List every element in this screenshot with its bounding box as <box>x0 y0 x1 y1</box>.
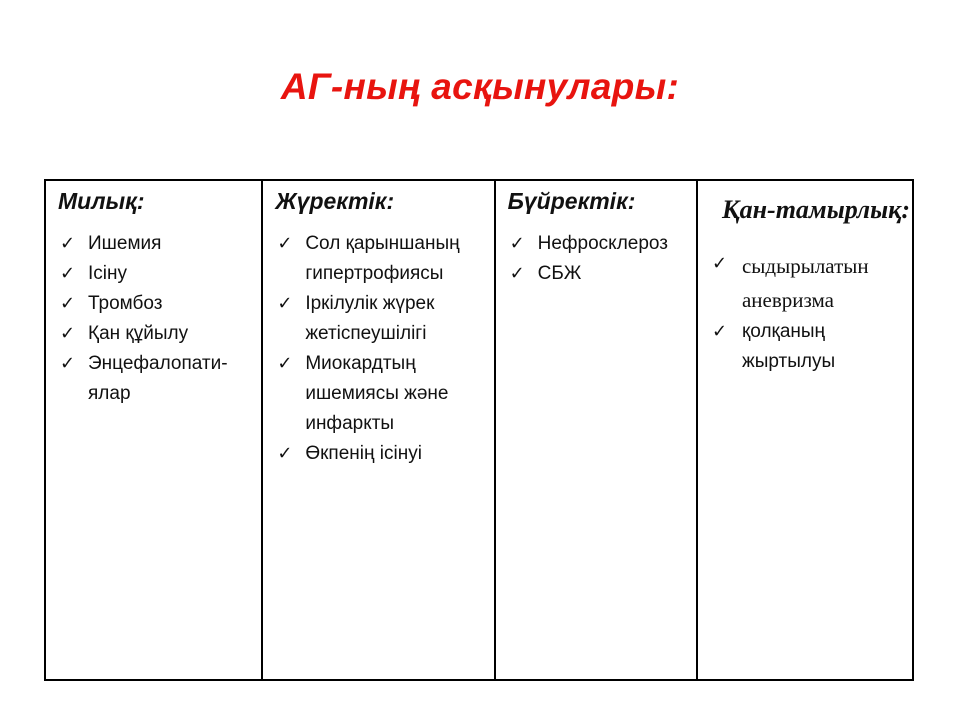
column-cerebral <box>46 181 263 679</box>
item-text: Ісіну <box>88 263 127 284</box>
column-renal <box>496 181 698 679</box>
list-item <box>54 229 261 259</box>
check-icon: ✓ <box>60 233 76 254</box>
slide-title: АГ-ның асқынулары: <box>280 66 680 107</box>
list-item <box>271 439 493 469</box>
complications-table <box>44 179 914 681</box>
item-text: Өкпенің ісінуі <box>305 443 422 464</box>
list-item <box>54 259 261 289</box>
list-item <box>706 249 912 317</box>
list-item <box>54 349 261 409</box>
check-icon: ✓ <box>277 233 293 254</box>
column-header: Қан-тамырлық: <box>721 195 911 224</box>
item-text: СБЖ <box>537 263 582 284</box>
item-text: Іркілулік жүрек жетіспеушілігі <box>305 293 435 344</box>
check-icon: ✓ <box>60 263 76 284</box>
item-text: сыдырылатын аневризма <box>741 254 869 312</box>
check-icon: ✓ <box>60 353 76 374</box>
check-icon: ✓ <box>60 323 76 344</box>
item-text: қолқаның жыртылуы <box>741 321 836 372</box>
list-item <box>504 259 696 289</box>
check-icon: ✓ <box>277 353 293 374</box>
column-header: Милық: <box>58 188 145 214</box>
check-icon: ✓ <box>509 263 525 284</box>
column-header: Бүйректік: <box>507 188 636 214</box>
check-icon: ✓ <box>711 321 728 342</box>
column-header: Жүректік: <box>275 188 395 214</box>
list-item <box>271 349 493 439</box>
item-text: Тромбоз <box>88 293 163 314</box>
item-text: Миокардтың ишемиясы және инфаркты <box>305 353 449 434</box>
item-list <box>504 229 696 289</box>
item-text: Ишемия <box>88 233 162 254</box>
item-list <box>271 229 493 469</box>
list-item <box>504 229 696 259</box>
check-icon: ✓ <box>277 443 293 464</box>
check-icon: ✓ <box>509 233 525 254</box>
list-item <box>271 229 493 289</box>
list-item <box>54 289 261 319</box>
column-vascular <box>698 181 912 679</box>
column-cardiac <box>263 181 495 679</box>
check-icon: ✓ <box>711 253 728 274</box>
list-item <box>706 317 912 377</box>
list-item <box>54 319 261 349</box>
item-list <box>706 249 912 377</box>
check-icon: ✓ <box>60 293 76 314</box>
item-text: Нефросклероз <box>537 233 668 254</box>
check-icon: ✓ <box>277 293 293 314</box>
list-item <box>271 289 493 349</box>
item-list <box>54 229 261 409</box>
item-text: Сол қарыншаның гипертрофиясы <box>305 233 460 284</box>
item-text: Энцефалопатиялар <box>88 353 228 404</box>
item-text: Қан құйылу <box>88 323 189 344</box>
